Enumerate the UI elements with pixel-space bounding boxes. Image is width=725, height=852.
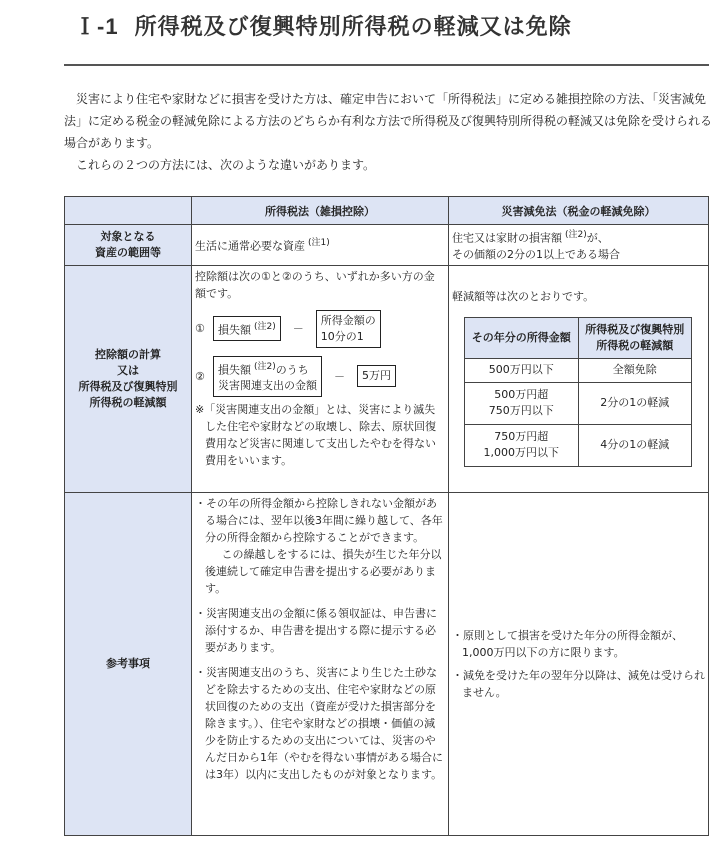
cell-text: 住宅又は家財の損害額 [452,231,562,245]
table-header-row [65,197,709,225]
relief-header-income: その年分の所得金額 [465,317,579,358]
note-bullet: ・その年の所得金額から控除しきれない金額がある場合には、翌年以後3年間に繰り越して、各年分の所得金額から控除することができます。 [195,496,443,544]
calc-intro: 控除額は次の①と②のうち、いずれか多い方の金額です。 [195,269,435,300]
table-row-asset-scope [65,225,709,266]
row-header-line: 所得税の軽減額 [89,395,167,409]
title-divider [64,64,709,66]
income-range: 750万円超 1,000万円以下 [465,424,579,466]
cell-notes-relief [449,492,709,835]
reduction-amount: 4分の1の軽減 [578,424,692,466]
loss-amount-box: 損失額 $^{(注2)}$ [213,316,281,342]
table-row-calculation [65,265,709,492]
intro-paragraph-2: これらの２つの方法には、次のような違いがあります。 [76,158,376,172]
table-row-notes [65,492,709,835]
row-header-line: 控除額の計算 [95,347,161,361]
disaster-expense-box: 損失額 $^{(注2)}$のうち 災害関連支出の金額 [213,356,322,398]
fifty-thousand-box: 5万円 [357,365,396,387]
minus-sign: － [292,322,304,336]
section-title: 所得税及び復興特別所得税の軽減又は免除 [134,15,572,40]
cell-asset-scope-income [192,225,449,266]
formula-1 [195,310,445,348]
note-bullet: ・災害関連支出のうち、災害により生じた土砂などを除去するための支出、住宅や家財などの原状回復のための支出（資産が受けた損害部分を除きます。）、住宅や家財などの損壊・価値の減少を防止するための支出については、災害のやんだ日から1年（やむを得ない事情がある場合には3年）以内に支出したものが対象となります。 [195,665,443,781]
cell-calculation-relief [449,265,709,492]
row-header-calculation [65,265,192,492]
relief-intro: 軽減額等は次のとおりです。 [452,289,595,303]
intro-paragraph-1: 災害により住宅や家財などに損害を受けた方は、確定申告において「所得税法」に定める雑損控除の方法、「災害減免法」に定める税金の軽減免除による方法のどちらか有利な方法で所得税及び復興特別所得税の軽減又は免除を受けられる場合があります。 [64,92,713,150]
cell-calculation-income [192,265,449,492]
relief-header-reduction: 所得税及び復興特別 所得税の軽減額 [578,317,692,358]
header-income-tax-law: 所得税法（雑損控除） [192,197,449,225]
table-row [465,382,692,424]
formula-2 [195,356,445,398]
formula-label: ① [195,322,205,336]
table-row [465,358,692,382]
row-header-line: 所得税及び復興特別 [78,379,178,393]
page-title [74,10,572,41]
section-number: Ｉ-1 [74,14,119,39]
note-bullet: ・原則として損害を受けた年分の所得金額が、1,000万円以下の方に限ります。 [452,628,683,659]
cell-text: 生活に通常必要な資産 [195,239,305,253]
reduction-amount: 全額免除 [578,358,692,382]
disaster-expense-note: ※「災害関連支出の金額」とは、災害により滅失した住宅や家財などの取壊し、除去、原状回復費用など災害に関連して支出したやむを得ない費用をいいます。 [195,403,436,468]
note-ref: (注2) [565,230,587,240]
formula-label: ② [195,369,205,383]
table-row [465,424,692,466]
cell-asset-scope-relief [449,225,709,266]
row-header-line: 資産の範囲等 [95,245,161,259]
header-disaster-relief-law: 災害減免法（税金の軽減免除） [449,197,709,225]
reduction-amount: 2分の1の軽減 [578,382,692,424]
row-header-line: 又は [117,363,139,377]
minus-sign: － [334,369,345,383]
cell-text: その価額の2分の1以上である場合 [452,247,620,261]
note-bullet-continued: この繰越しをするには、損失が生じた年分以後連続して確定申告書を提出する必要があります。 [205,547,442,595]
income-tenth-box: 所得金額の 10分の1 [316,310,381,348]
note-ref: (注1) [308,238,330,248]
header-empty [65,197,192,225]
note-bullet: ・災害関連支出の金額に係る領収証は、申告書に添付するか、申告書を提出する際に提示する必要があります。 [195,606,437,654]
row-header-asset-scope [65,225,192,266]
note-bullet: ・減免を受けた年の翌年分以降は、減免は受けられません。 [452,668,705,699]
row-header-line: 対象となる [100,229,156,243]
comparison-table [64,196,709,836]
cell-text: が、 [586,231,609,245]
income-range: 500万円以下 [465,358,579,382]
relief-table [464,317,692,467]
intro-text [64,88,712,176]
cell-notes-income [192,492,449,835]
income-range: 500万円超 750万円以下 [465,382,579,424]
row-header-notes: 参考事項 [65,492,192,835]
